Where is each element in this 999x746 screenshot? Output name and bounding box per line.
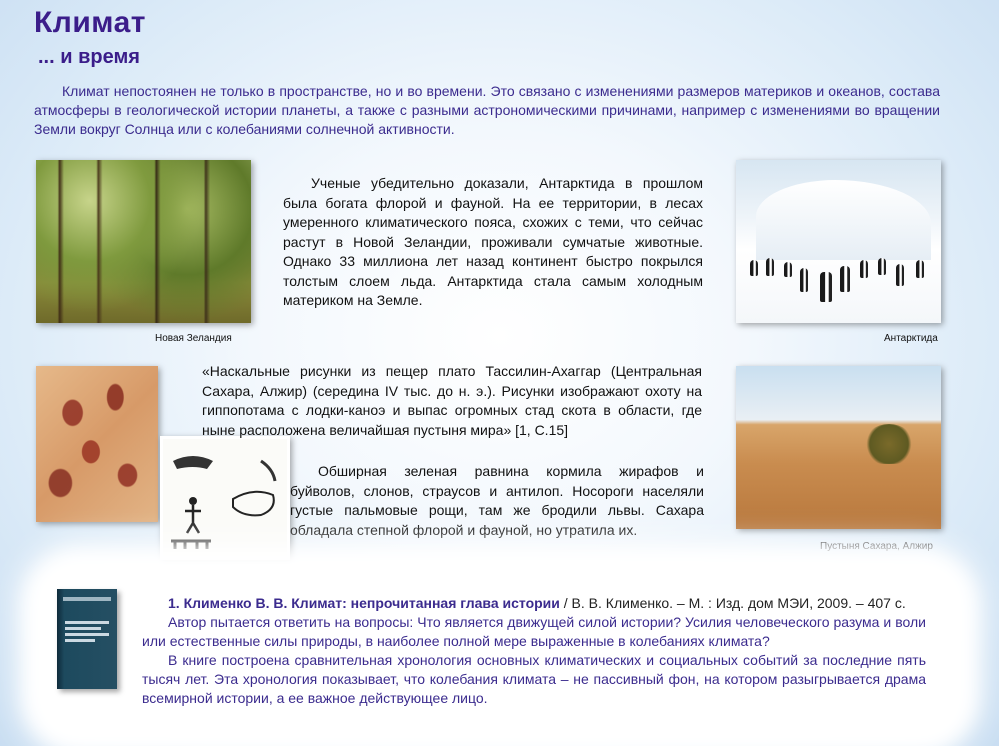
caption-new-zealand: Новая Зеландия bbox=[155, 333, 232, 344]
penguin-icon bbox=[800, 268, 808, 292]
book-cover-icon bbox=[57, 589, 117, 689]
sahara-desert-photo bbox=[736, 366, 941, 529]
rock-art-drawing-icon bbox=[163, 439, 287, 557]
penguin-icon bbox=[766, 258, 774, 276]
reference-description-1: Автор пытается ответить на вопросы: Что является движущей силой истории? Усилия человеческого разума и воли или естественные силы природы, в наиболее полной мере выраженные в колебаниях климата? bbox=[142, 614, 926, 649]
page-title: Климат bbox=[34, 6, 146, 39]
reference-citation-title: 1. Клименко В. В. Климат: непрочитанная глава истории bbox=[168, 595, 560, 611]
book-author-strip bbox=[63, 597, 111, 601]
intro-paragraph: Климат непостоянен не только в пространстве, но и во времени. Это связано с изменениями размеров материков и океанов, состава атмосферы в геологической истории планеты, а также с разными астрономическими причинами, например с изменениями во вращении Земли вокруг Солнца или с колебаниями солнечной активности. bbox=[34, 83, 940, 137]
book-cover-title bbox=[65, 621, 109, 642]
reference-description-2: В книге построена сравнительная хронология основных климатических и социальных событий за последние пять тысяч лет. Эта хронология показывает, что колебания климата – не пассивный фон, на котором разыгрывается драма всемирной истории, а ее важное действующее лицо. bbox=[142, 652, 926, 706]
new-zealand-forest-photo bbox=[36, 160, 251, 323]
rock-art-drawing-photo bbox=[160, 436, 290, 560]
sahara-paragraph: Обширная зеленая равнина кормила жирафов и буйволов, слонов, страусов и антилоп. Носороги населяли густые пальмовые рощи, там же бродили львы. Сахара обладала степной флорой и фауной, но утратила их. bbox=[290, 463, 704, 538]
book-reference bbox=[142, 594, 926, 708]
antarctica-penguins-photo bbox=[736, 160, 941, 323]
iceberg-shape bbox=[756, 180, 931, 260]
penguin-icon bbox=[878, 258, 886, 275]
rock-art-painting-photo bbox=[36, 366, 158, 522]
page-subtitle: ... и время bbox=[38, 46, 140, 68]
reference-citation-details: / В. В. Клименко. – М. : Изд. дом МЭИ, 2009. – 407 с. bbox=[559, 595, 906, 611]
penguin-icon bbox=[784, 262, 792, 277]
penguin-icon bbox=[820, 272, 832, 302]
penguin-icon bbox=[896, 264, 904, 286]
antarctica-paragraph: Ученые убедительно доказали, Антарктида в прошлом была богата флорой и фауной. На ее территории, в лесах умеренного климатического пояса, схожих с теми, что сейчас растут в Новой Зеландии, проживали сумчатые животные. Однако 33 миллиона лет назад континент быстро покрылся толстым слоем льда. Антарктида стала самым холодным материком на Земле. bbox=[283, 175, 703, 308]
desert-shrub-icon bbox=[864, 424, 914, 464]
penguin-icon bbox=[860, 260, 868, 278]
caption-sahara: Пустыня Сахара, Алжир bbox=[820, 541, 933, 552]
penguin-icon bbox=[916, 260, 924, 278]
penguin-icon bbox=[750, 260, 758, 276]
caption-antarctica: Антарктида bbox=[884, 333, 938, 344]
rock-art-quote: «Наскальные рисунки из пещер плато Тассилин-Ахаггар (Центральная Сахара, Алжир) (середина IV тыс. до н. э.). Рисунки изображают охоту на гиппопотама с лодки-каноэ и выпас огромных стад скота в области, где ныне расположена величайшая пустыня мира» [1, С.15] bbox=[202, 363, 702, 438]
penguin-icon bbox=[840, 266, 850, 292]
